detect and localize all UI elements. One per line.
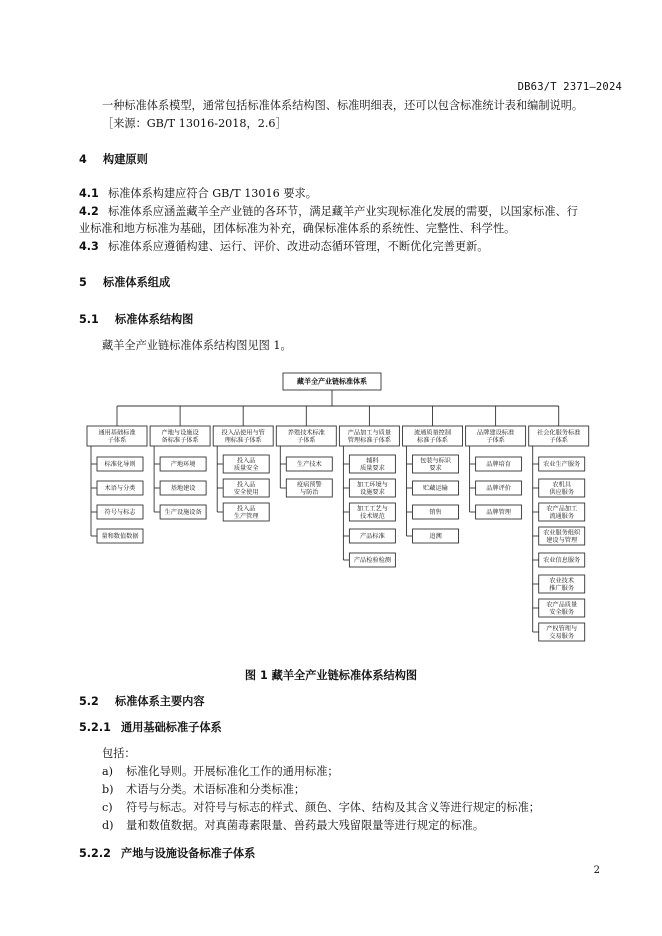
item-label: 生产设施设备 [164,509,202,517]
intro-definition-text: 一种标准体系模型，通常包括标准体系结构图、标准明细表，还可以包含标准统计表和编制说明。 [102,99,584,112]
section-5-2-1-number: 5.2.1 [79,721,111,734]
list-item-text: 符号与标志。对符号与标志的样式、颜色、字体、结构及其含义等进行规定的标准； [126,801,540,814]
item-label: 标准化导则 [104,461,136,469]
section-5-2-2-heading [79,845,255,861]
list-item [102,817,484,834]
section-5-2-number: 5.2 [79,695,99,708]
item-label: 农业服务组织建设与管理 [543,529,581,544]
subsystem-title: 产品加工与质量管理标准子体系 [347,429,392,444]
section-4-number: 4 [79,153,87,166]
clause-number: 4.2 [79,205,99,218]
section-5-2-2-number: 5.2.2 [79,847,111,860]
item-label: 投入品生产管理 [233,505,259,520]
section-5-1-number: 5.1 [79,313,99,326]
item-label: 包装与标识要求 [420,457,451,472]
item-label: 投入品质量安全 [233,457,259,472]
section-5-title: 标准体系组成 [103,276,171,289]
document-code: DB63/T 2371—2024 [517,81,622,93]
item-label: 基地建设 [170,485,196,493]
list-item [102,763,339,780]
item-label: 产地环境 [170,461,196,469]
item-label: 贮藏运输 [423,485,448,493]
subsystem-title: 产地与设施设备标准子体系 [161,429,199,444]
item-label: 品牌评价 [486,485,511,493]
clause-text: 标准体系应涵盖藏羊全产业链的各环节，满足藏羊产业实现标准化发展的需要，以国家标准、行 [108,205,578,218]
clause-number: 4.1 [79,187,99,200]
item-label: 农业信息服务 [543,557,581,565]
clause-text: 标准体系构建应符合 GB/T 13016 要求。 [108,187,317,200]
subsystem-title: 养殖技术标准子体系 [287,429,325,444]
section-5-2-1-title: 通用基础标准子体系 [121,721,222,734]
section-5-2-title: 标准体系主要内容 [115,695,205,708]
item-label: 农产品加工流通服务 [546,505,578,520]
section-5-1-title: 标准体系结构图 [115,313,194,326]
items-intro: 包括： [102,747,136,760]
list-item [102,799,540,816]
item-label: 农机具供应服务 [549,481,575,496]
section-5-2-heading [79,693,205,709]
item-label: 术语与分类 [104,485,136,493]
figure-caption: 图 1 藏羊全产业链标准体系结构图 [244,669,418,682]
list-item [102,781,305,798]
subsystem-title: 通用基础标准子体系 [98,429,136,444]
section-5-2-1-heading [79,719,222,735]
item-label: 产权管理与交易服务 [546,625,578,640]
item-label: 农业技术推广服务 [549,577,575,592]
subsystem-title: 流通质量控制标准子体系 [413,429,452,444]
item-label: 加工环境与设施要求 [356,481,388,496]
root-label: 藏羊全产业链标准体系 [297,377,367,386]
subsystem-title: 投入品使用与管理标准子体系 [221,429,265,444]
list-item-label: b) [102,783,114,796]
item-label: 销售 [429,509,442,517]
intro-source-reference: ［来源：GB/T 13016-2018，2.6］ [102,117,287,130]
section-4-title: 构建原则 [103,153,148,166]
item-label: 疫病预警与防治 [296,481,322,496]
item-label: 品牌管理 [486,509,511,517]
list-item-text: 量和数值数据。对真菌毒素限量、兽药最大残留限量等进行规定的标准。 [126,819,485,832]
item-label: 产品标准 [360,533,385,541]
item-label: 符号与标志 [104,509,136,517]
list-item-label: d) [102,819,114,832]
clause-text: 标准体系应遵循构建、运行、评价、改进动态循环管理，不断优化完善更新。 [108,240,489,253]
page-number: 2 [593,865,600,876]
item-label: 农业生产服务 [543,461,581,469]
item-label: 农产品质量安全服务 [546,601,578,616]
section-5-number: 5 [79,276,87,289]
item-label: 辅料质量要求 [360,457,385,472]
item-label: 产品检验检测 [353,557,391,565]
item-label: 品牌培育 [486,461,511,469]
clause-number: 4.3 [79,240,99,253]
section-5-2-2-title: 产地与设施设备标准子体系 [121,847,256,860]
clause-4-2-continuation: 业标准和地方标准为基础，团体标准为补充，确保标准体系的系统性、完整性、科学性。 [79,222,516,235]
subsystem-title: 社会化服务标准子体系 [537,429,581,444]
list-item-label: c) [102,801,113,814]
item-label: 追溯 [429,533,442,541]
list-item-text: 术语与分类。术语标准和分类标准； [126,783,306,796]
item-label: 投入品安全使用 [233,481,259,496]
item-label: 加工工艺与技术规范 [356,505,388,520]
list-item-text: 标准化导则。开展标准化工作的通用标准； [126,765,339,778]
subsystem-title: 品牌建设标准子体系 [477,429,515,444]
item-label: 生产技术 [296,461,322,469]
item-label: 量和数值数据 [101,533,139,541]
list-item-label: a) [102,765,114,778]
figure-reference-text: 藏羊全产业链标准体系结构图见图 1。 [102,339,292,352]
